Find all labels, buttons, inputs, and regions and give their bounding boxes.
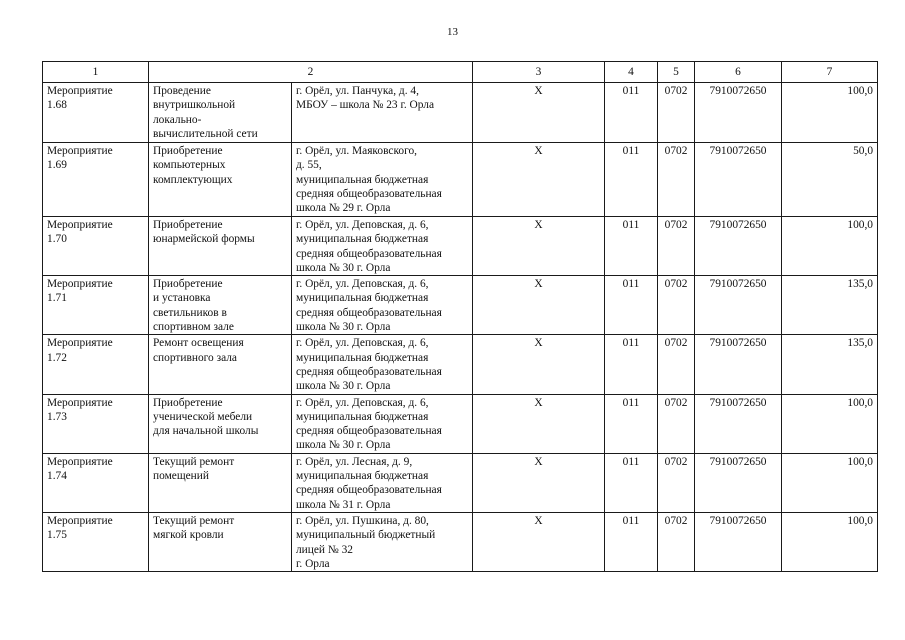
activity-name-cell: Текущий ремонт мягкой кровли — [149, 512, 292, 571]
col3-cell: Х — [473, 217, 605, 276]
col5-cell: 0702 — [658, 453, 695, 512]
header-col-4: 4 — [605, 62, 658, 83]
col3-cell: Х — [473, 394, 605, 453]
col4-cell: 011 — [605, 453, 658, 512]
col3-cell: Х — [473, 512, 605, 571]
header-col-3: 3 — [473, 62, 605, 83]
page-number: 13 — [447, 26, 458, 38]
activity-name-cell: Текущий ремонт помещений — [149, 453, 292, 512]
col3-cell: Х — [473, 335, 605, 394]
col6-cell: 7910072650 — [695, 83, 782, 143]
table-header — [43, 62, 878, 83]
amount-cell: 50,0 — [782, 143, 878, 217]
col4-cell: 011 — [605, 394, 658, 453]
address-cell: г. Орёл, ул. Деповская, д. 6, муниципальная бюджетная средняя общеобразовательная школа № 30 г. Орла — [292, 217, 473, 276]
table-row — [43, 453, 878, 512]
col6-cell: 7910072650 — [695, 394, 782, 453]
col4-cell: 011 — [605, 512, 658, 571]
table-row — [43, 217, 878, 276]
amount-cell: 135,0 — [782, 335, 878, 394]
col6-cell: 7910072650 — [695, 512, 782, 571]
col3-cell: Х — [473, 276, 605, 335]
col6-cell: 7910072650 — [695, 276, 782, 335]
activity-cell: Мероприятие 1.69 — [43, 143, 149, 217]
col5-cell: 0702 — [658, 217, 695, 276]
col6-cell: 7910072650 — [695, 217, 782, 276]
amount-cell: 100,0 — [782, 512, 878, 571]
address-cell: г. Орёл, ул. Панчука, д. 4, МБОУ – школа № 23 г. Орла — [292, 83, 473, 143]
amount-cell: 100,0 — [782, 453, 878, 512]
amount-cell: 100,0 — [782, 394, 878, 453]
col5-cell: 0702 — [658, 143, 695, 217]
col5-cell: 0702 — [658, 512, 695, 571]
table-body — [43, 83, 878, 572]
table-row — [43, 512, 878, 571]
address-cell: г. Орёл, ул. Маяковского, д. 55, муниципальная бюджетная средняя общеобразовательная школа № 29 г. Орла — [292, 143, 473, 217]
header-col-1: 1 — [43, 62, 149, 83]
activity-cell: Мероприятие 1.70 — [43, 217, 149, 276]
col5-cell: 0702 — [658, 83, 695, 143]
table-row — [43, 143, 878, 217]
col5-cell: 0702 — [658, 335, 695, 394]
col3-cell: Х — [473, 143, 605, 217]
activity-name-cell: Приобретение компьютерных комплектующих — [149, 143, 292, 217]
col6-cell: 7910072650 — [695, 453, 782, 512]
activity-name-cell: Ремонт освещения спортивного зала — [149, 335, 292, 394]
amount-cell: 135,0 — [782, 276, 878, 335]
activities-table — [42, 61, 878, 572]
address-cell: г. Орёл, ул. Лесная, д. 9, муниципальная бюджетная средняя общеобразовательная школа № 31 г. Орла — [292, 453, 473, 512]
col4-cell: 011 — [605, 143, 658, 217]
col3-cell: Х — [473, 83, 605, 143]
address-cell: г. Орёл, ул. Деповская, д. 6, муниципальная бюджетная средняя общеобразовательная школа № 30 г. Орла — [292, 335, 473, 394]
table-row — [43, 83, 878, 143]
activity-cell: Мероприятие 1.75 — [43, 512, 149, 571]
header-col-5: 5 — [658, 62, 695, 83]
activity-cell: Мероприятие 1.68 — [43, 83, 149, 143]
col6-cell: 7910072650 — [695, 335, 782, 394]
amount-cell: 100,0 — [782, 83, 878, 143]
address-cell: г. Орёл, ул. Деповская, д. 6, муниципальная бюджетная средняя общеобразовательная школа № 30 г. Орла — [292, 276, 473, 335]
col3-cell: Х — [473, 453, 605, 512]
header-col-7: 7 — [782, 62, 878, 83]
col6-cell: 7910072650 — [695, 143, 782, 217]
col4-cell: 011 — [605, 335, 658, 394]
header-col-6: 6 — [695, 62, 782, 83]
amount-cell: 100,0 — [782, 217, 878, 276]
col4-cell: 011 — [605, 276, 658, 335]
address-cell: г. Орёл, ул. Пушкина, д. 80, муниципальный бюджетный лицей № 32 г. Орла — [292, 512, 473, 571]
col4-cell: 011 — [605, 217, 658, 276]
col5-cell: 0702 — [658, 394, 695, 453]
header-col-2: 2 — [149, 62, 473, 83]
activity-name-cell: Приобретение юнармейской формы — [149, 217, 292, 276]
activity-cell: Мероприятие 1.71 — [43, 276, 149, 335]
address-cell: г. Орёл, ул. Деповская, д. 6, муниципальная бюджетная средняя общеобразовательная школа № 30 г. Орла — [292, 394, 473, 453]
col5-cell: 0702 — [658, 276, 695, 335]
table-row — [43, 276, 878, 335]
activity-cell: Мероприятие 1.73 — [43, 394, 149, 453]
activity-cell: Мероприятие 1.74 — [43, 453, 149, 512]
table-row — [43, 335, 878, 394]
activity-cell: Мероприятие 1.72 — [43, 335, 149, 394]
activity-name-cell: Проведение внутришкольной локально- вычислительной сети — [149, 83, 292, 143]
header-row — [43, 62, 878, 83]
col4-cell: 011 — [605, 83, 658, 143]
table-row — [43, 394, 878, 453]
activity-name-cell: Приобретение ученической мебели для начальной школы — [149, 394, 292, 453]
activity-name-cell: Приобретение и установка светильников в спортивном зале — [149, 276, 292, 335]
